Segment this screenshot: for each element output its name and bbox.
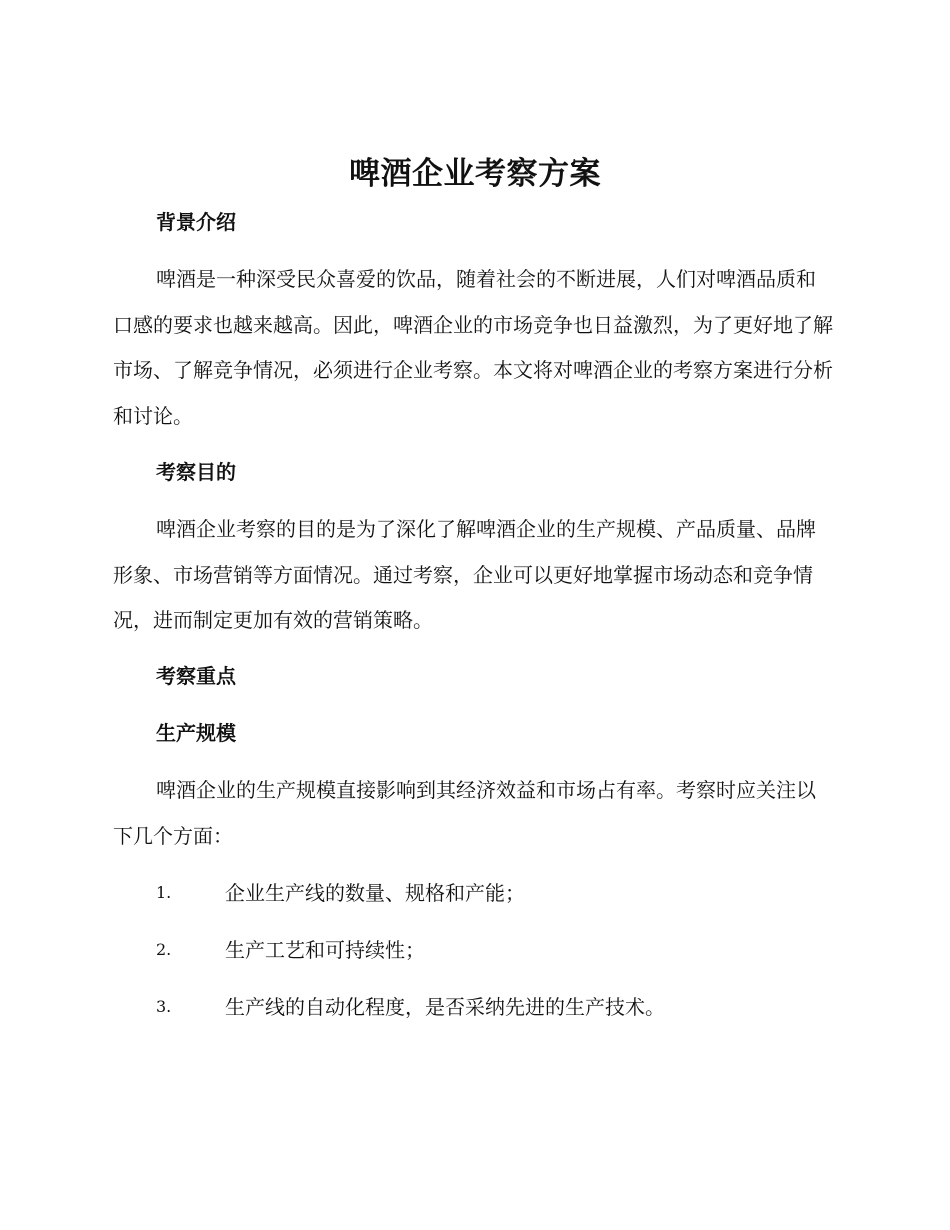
list-item-text: 生产线的自动化程度，是否采纳先进的生产技术。 [225,995,665,1019]
list-item [0,934,950,966]
list-item [0,991,950,1023]
paragraph-production-scale: 啤酒企业的生产规模直接影响到其经济效益和市场占有率。考察时应关注以下几个方面： [113,778,816,848]
list-item-text: 企业生产线的数量、规格和产能； [225,881,525,905]
list-item-number: 3. [156,997,172,1016]
section-heading-focus: 考察重点 [156,664,236,688]
document-title: 啤酒企业考察方案 [349,156,601,192]
paragraph-purpose: 啤酒企业考察的目的是为了深化了解啤酒企业的生产规模、产品质量、品牌形象、市场营销等方面情况。通过考察，企业可以更好地掌握市场动态和竞争情况，进而制定更加有效的营销策略。 [113,517,816,632]
list-item-text: 生产工艺和可持续性； [225,938,425,962]
list-item [0,877,950,909]
list-item-number: 1. [156,883,172,902]
paragraph-background: 啤酒是一种深受民众喜爱的饮品，随着社会的不断进展，人们对啤酒品质和口感的要求也越来越高。因此，啤酒企业的市场竞争也日益激烈，为了更好地了解市场、了解竞争情况，必须进行企业考察。本文将对啤酒企业的考察方案进行分析和讨论。 [113,267,833,428]
section-heading-production-scale: 生产规模 [156,721,236,745]
section-heading-background: 背景介绍 [156,210,236,234]
section-heading-purpose: 考察目的 [156,460,236,484]
list-item-number: 2. [156,940,172,959]
